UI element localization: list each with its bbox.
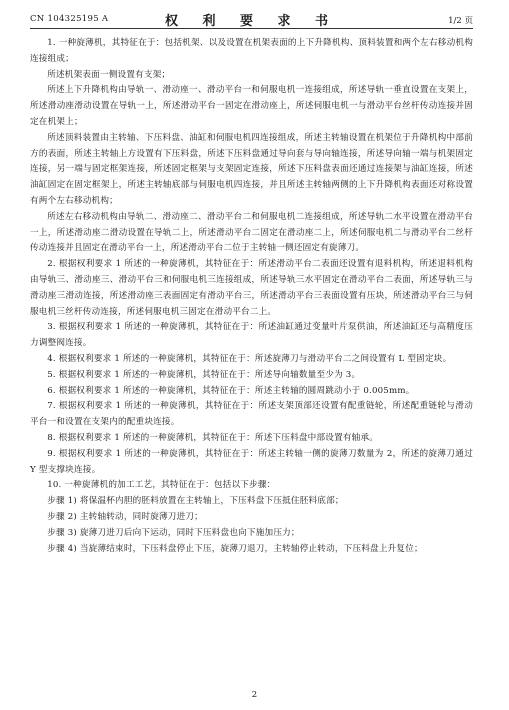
process-step: 步骤 1) 将保温杯内胆的胚料放置在主转轴上，下压料盘下压抵住胚料底部； bbox=[47, 496, 344, 507]
page-info: 1/2 页 bbox=[448, 16, 473, 26]
claim-paragraph: 所述左右移动机构由导轨二、滑动座二、滑动平台二和伺服电机二连接组成，所述导轨二水平设置在滑动平台一上，所述滑动座二滑动设置在导轨二上，所述滑动平台二固定在滑动座二上，所述伺服电机二与滑动平台二丝杆传动连接并且固定在滑动平台一上，所述滑动平台二位于主转轴一侧还固定有旋薄刀。 bbox=[30, 211, 473, 254]
claim-paragraph: 所述机架表面一侧设置有支架； bbox=[47, 69, 171, 80]
process-step: 步骤 3) 旋薄刀进刀后向下运动，同时下压料盘也向下施加压力； bbox=[47, 527, 300, 538]
claim-paragraph: 4. 根据权利要求 1 所述的一种旋薄机，其特征在于：所述旋薄刀与滑动平台二之间设置有 L 型固定块。 bbox=[47, 353, 452, 364]
claim-paragraph: 1. 一种旋薄机，其特征在于：包括机架、以及设置在机架表面的上下升降机构、顶料装置和两个左右移动机构连接组成； bbox=[30, 38, 473, 64]
process-step: 步骤 2) 主转轴转动，同时旋薄刀进刀； bbox=[47, 511, 203, 522]
claim-paragraph: 5. 根据权利要求 1 所述的一种旋薄机，其特征在于：所述导向轴数量至少为 3。 bbox=[47, 369, 361, 380]
claim-paragraph: 10. 一种旋薄机的加工工艺，其特征在于：包括以下步骤： bbox=[47, 480, 276, 491]
document-title: 权 利 要 求 书 bbox=[164, 14, 339, 29]
claim-paragraph: 2. 根据权利要求 1 所述的一种旋薄机，其特征在于：所述滑动平台二表面还设置有退料机构，所述退料机构由导轨三、滑动座三、滑动平台三和伺服电机三连接组成，所述导轨三水平固定在滑动平台二表面，所述导轨三与滑动座三滑动连接，所述滑动座三表面固定有滑动平台三，所述滑动平台三表面设置有压块，所述滑动平台三与伺服电机三丝杆传动连接，所述伺服电机三固定在滑动平台二上。 bbox=[30, 259, 473, 317]
claim-paragraph: 9. 根据权利要求 1 所述的一种旋薄机，其特征在于：所述主转轴一侧的旋薄刀数量为 2，所述的旋薄刀通过 Y 型支撑块连接。 bbox=[30, 448, 473, 475]
claims-body bbox=[30, 36, 473, 557]
claim-paragraph: 所述顶料装置由主转轴、下压料盘、油缸和伺服电机四连接组成，所述主转轴设置在机架位于升降机构中部前方的表面，所述主转轴上方设置有下压料盘，所述下压料盘通过导向套与导向轴连接，所述导向轴一端与机架固定连接，另一端与固定框架连接，所述固定框架与支架固定连接，所述下压料盘表面还通过连接架与油缸连接，所述油缸固定在固定框架上，所述主转轴底部与伺服电机四连接，并且所述主转轴两侧的上下升降机构表面还对称设置有两个左右移动机构； bbox=[30, 132, 473, 206]
claim-paragraph: 6. 根据权利要求 1 所述的一种旋薄机，其特征在于：所述主转轴的圆周跳动小于 0.005mm。 bbox=[47, 385, 415, 396]
process-step: 步骤 4) 当旋薄结束时，下压料盘停止下压，旋薄刀退刀，主转轴停止转动，下压料盘上升复位； bbox=[47, 543, 423, 554]
claim-paragraph: 所述上下升降机构由导轨一、滑动座一、滑动平台一和伺服电机一连接组成，所述导轨一垂直设置在支架上，所述滑动座滑动设置在导轨一上，所述滑动平台一固定在滑动座上，所述伺服电机一与滑动平台丝杆传动连接并固定在机架上； bbox=[30, 85, 473, 127]
claim-paragraph: 8. 根据权利要求 1 所述的一种旋薄机，其特征在于：所述下压料盘中部设置有轴承。 bbox=[47, 432, 379, 443]
claim-paragraph: 7. 根据权利要求 1 所述的一种旋薄机，其特征在于：所述支架顶部还设置有配重链轮，所述配重链轮与滑动平台一和设置在支架内的配重块连接。 bbox=[30, 401, 473, 428]
page-number: 2 bbox=[251, 690, 258, 700]
document-header bbox=[30, 8, 473, 29]
claim-paragraph: 3. 根据权利要求 1 所述的一种旋薄机，其特征在于：所述油缸通过变量叶片泵供油，所述油缸还与高精度压力调整阀连接。 bbox=[30, 322, 473, 349]
publication-number: CN 104325195 A bbox=[30, 14, 109, 24]
